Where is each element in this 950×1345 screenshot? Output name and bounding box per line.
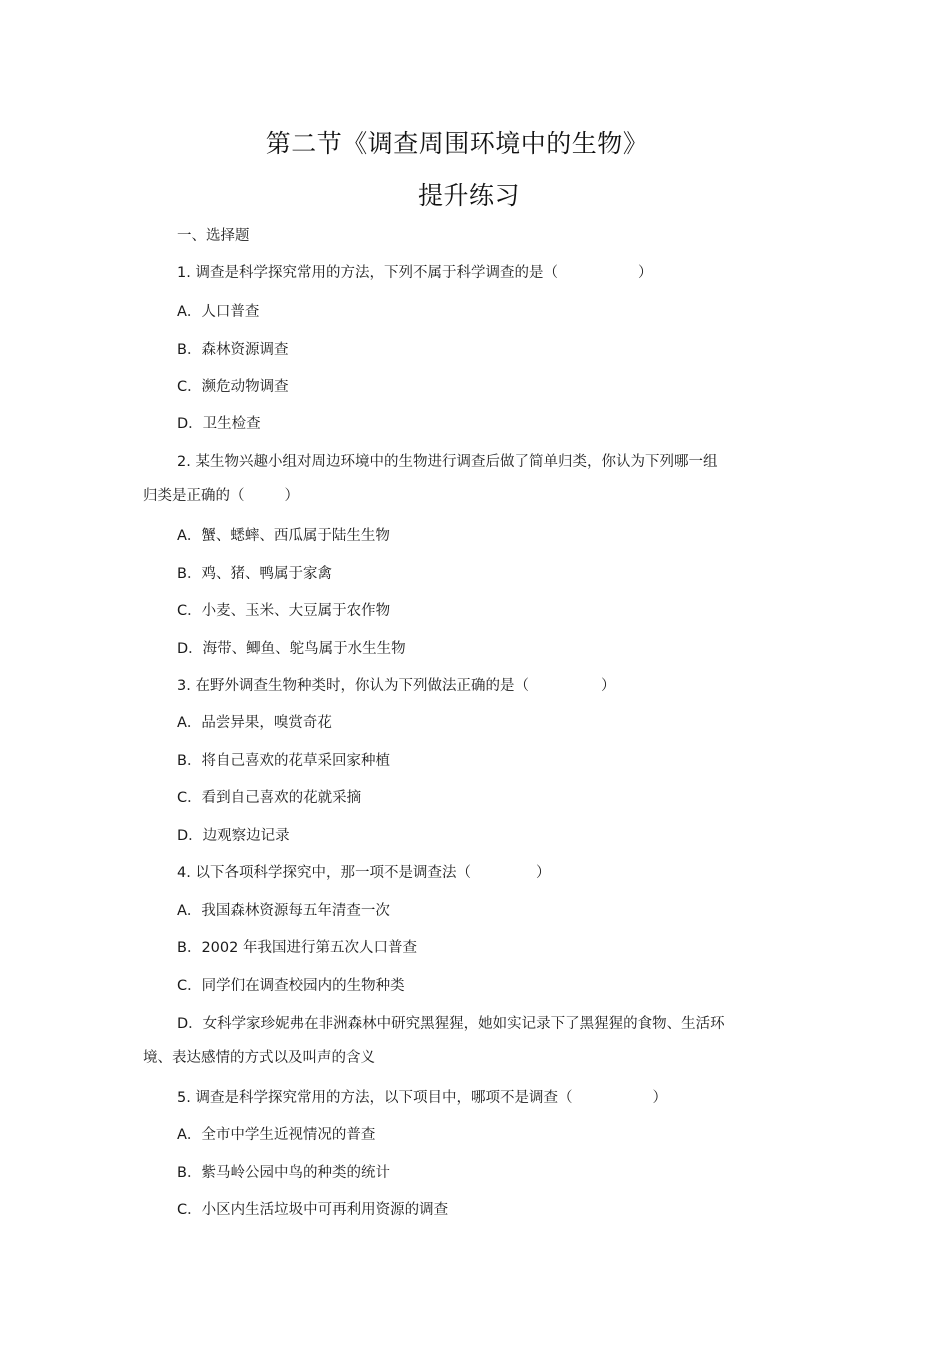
question-3-option-c: C．看到自己喜欢的花就采摘: [177, 790, 362, 806]
question-4-option-a: A．我国森林资源每五年清查一次: [177, 903, 390, 919]
question-2-stem-cont: [143, 487, 299, 505]
question-4-option-b: B．2002 年我国进行第五次人口普查: [177, 940, 417, 956]
question-4-text: 4. 以下各项科学探究中，那一项不是调查法（: [177, 865, 471, 881]
question-1-text: 1. 调查是科学探究常用的方法，下列不属于科学调查的是（: [177, 265, 558, 281]
question-5-option-a: A．全市中学生近视情况的普查: [177, 1127, 376, 1143]
question-3-option-a: A．品尝异果，嗅赏奇花: [177, 715, 332, 731]
question-4-close: ）: [535, 865, 551, 881]
question-4-stem: [177, 864, 550, 882]
question-4-option-d: D．女科学家珍妮弗在非洲森林中研究黑猩猩，她如实记录下了黑猩猩的食物、生活环: [177, 1016, 725, 1032]
question-2-text: 2. 某生物兴趣小组对周边环境中的生物进行调查后做了简单归类，你认为下列哪一组: [177, 454, 718, 470]
question-5-option-c: C．小区内生活垃圾中可再利用资源的调查: [177, 1202, 449, 1218]
question-4-option-c: C．同学们在调查校园内的生物种类: [177, 978, 405, 994]
question-2-option-c: C．小麦、玉米、大豆属于农作物: [177, 603, 391, 619]
question-1-option-c: C．濒危动物调查: [177, 379, 289, 395]
question-1-option-a: A．人口普查: [177, 304, 260, 320]
question-2-option-d: D．海带、鲫鱼、鸵鸟属于水生生物: [177, 641, 406, 657]
question-2-option-a: A．蟹、蟋蟀、西瓜属于陆生生物: [177, 528, 390, 544]
question-3-option-d: D．边观察边记录: [177, 828, 290, 844]
question-5-stem: [177, 1089, 667, 1107]
question-3-option-b: B．将自己喜欢的花草采回家种植: [177, 753, 390, 769]
question-4-option-d-cont: 境、表达感情的方式以及叫声的含义: [143, 1050, 375, 1066]
question-2-option-b: B．鸡、猪、鸭属于家禽: [177, 566, 332, 582]
document-title: 第二节《调查周围环境中的生物》: [265, 129, 649, 158]
question-1-close: ）: [637, 265, 653, 281]
question-3-close: ）: [600, 678, 616, 694]
question-1-option-d: D．卫生检查: [177, 416, 261, 432]
question-5-text: 5. 调查是科学探究常用的方法，以下项目中，哪项不是调查（: [177, 1090, 573, 1106]
document-subtitle: 提升练习: [417, 181, 520, 210]
question-1-option-b: B．森林资源调查: [177, 342, 289, 358]
section-heading: 一、选择题: [177, 228, 250, 244]
question-3-text: 3. 在野外调查生物种类时，你认为下列做法正确的是（: [177, 678, 529, 694]
question-5-close: ）: [652, 1090, 667, 1106]
question-1-stem: [177, 264, 652, 282]
question-3-stem: [177, 677, 615, 695]
question-5-option-b: B．紫马岭公园中鸟的种类的统计: [177, 1165, 390, 1181]
question-2-text-cont: 归类是正确的（: [143, 488, 245, 504]
question-2-close: ）: [284, 488, 299, 504]
